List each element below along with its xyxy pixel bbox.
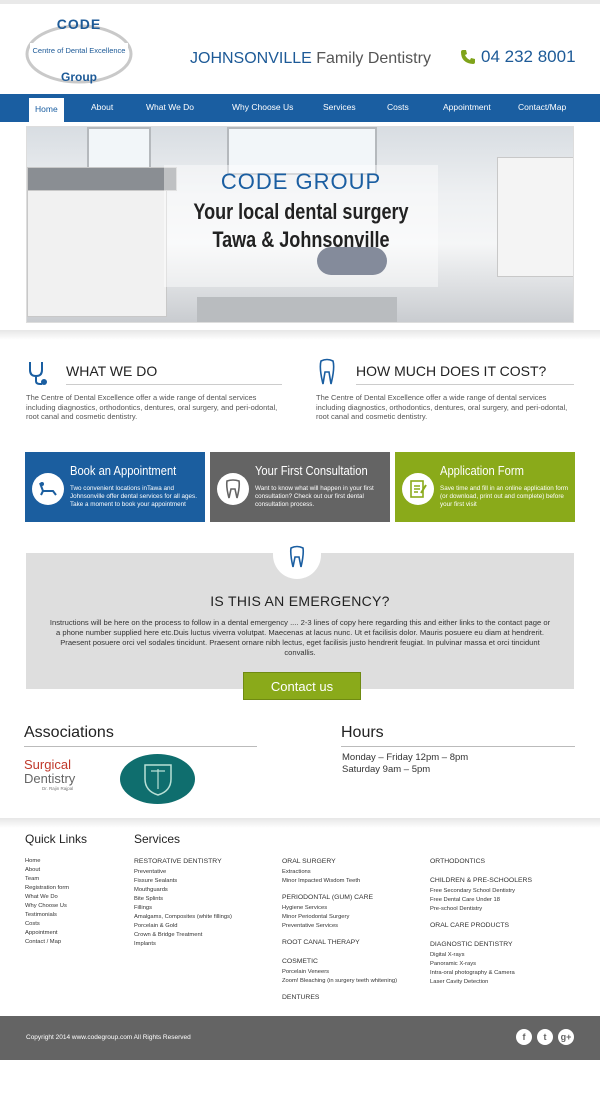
service-link[interactable]: Implants [134, 941, 156, 947]
service-link[interactable]: Fillings [134, 905, 153, 911]
box-title: Application Form [440, 463, 524, 478]
quick-link-team[interactable]: Team [25, 876, 40, 882]
service-heading[interactable]: DIAGNOSTIC DENTISTRY [430, 941, 513, 948]
box-title: Your First Consultation [255, 463, 368, 478]
services-title: Services [134, 832, 181, 846]
quick-link-about[interactable]: About [25, 867, 41, 873]
phone-number-text: 04 232 8001 [481, 47, 576, 66]
service-heading[interactable]: RESTORATIVE DENTISTRY [134, 858, 222, 865]
nav-about[interactable]: About [91, 102, 114, 112]
service-link[interactable]: Extractions [282, 869, 311, 875]
site-header [0, 0, 600, 94]
service-link[interactable]: Minor Periodontal Surgery [282, 914, 350, 920]
service-link[interactable]: Mouthguards [134, 887, 168, 893]
service-link[interactable]: Pre-school Dentistry [430, 906, 483, 912]
hero-banner [26, 126, 574, 323]
quick-link-registration-form[interactable]: Registration form [25, 885, 70, 891]
service-link[interactable]: Hygiene Services [282, 905, 328, 911]
what-we-do-title: WHAT WE DO [66, 363, 158, 379]
service-heading[interactable]: DENTURES [282, 994, 320, 1001]
hours-weekday: Monday – Friday 12pm – 8pm [342, 752, 469, 763]
service-heading[interactable]: ORAL CARE PRODUCTS [430, 922, 510, 929]
box-text: Want to know what will happen in your first consultation? Check out our first dental consultation process. [255, 485, 374, 508]
logo-bottom-text: Group [61, 70, 97, 84]
nav-why-choose-us[interactable]: Why Choose Us [232, 102, 294, 112]
surgical-logo-sub: Dr. Rajin Rajpal [42, 786, 74, 791]
quick-link-home[interactable]: Home [25, 858, 41, 864]
service-link[interactable]: Preventative Services [282, 923, 339, 929]
service-link[interactable]: Zoom! Bleaching (in surgery teeth whitening) [282, 978, 398, 984]
box-title: Book an Appointment [70, 463, 177, 478]
nav-costs[interactable]: Costs [387, 102, 409, 112]
phone-icon [460, 49, 476, 65]
service-link[interactable]: Minor Impacted Wisdom Teeth [282, 878, 361, 884]
opening-hours [342, 752, 468, 776]
quick-link-testimonials[interactable]: Testimonials [25, 912, 57, 918]
service-link[interactable]: Intra-oral photography & Camera [430, 970, 515, 976]
service-link[interactable]: Bite Splints [134, 896, 163, 902]
tooth-outline-icon [318, 358, 336, 386]
contact-us-button[interactable]: Contact us [243, 672, 361, 700]
quick-link-appointment[interactable]: Appointment [25, 930, 58, 936]
form-icon [402, 473, 434, 505]
quick-link-contact-map[interactable]: Contact / Map [25, 939, 62, 945]
service-heading[interactable]: PERIODONTAL (GUM) CARE [282, 894, 374, 901]
nav-appointment[interactable]: Appointment [443, 102, 491, 112]
service-link[interactable]: Crown & Bridge Treatment [134, 932, 203, 938]
what-we-do-text: The Centre of Dental Excellence offer a wide range of dental services including diagnostics, orthodontics, dentures, oral surgery, and peri-odontal, root canal and cosmetic dentistry. [26, 393, 278, 421]
box-text: Save time and fill in an online application form (or download, print out and complete) before your first visit [440, 485, 569, 508]
facebook-icon[interactable]: f [516, 1029, 532, 1045]
phone-number[interactable] [460, 47, 576, 67]
hero-brand: CODE GROUP [220, 169, 382, 194]
service-heading[interactable]: CHILDREN & PRE-SCHOOLERS [430, 877, 532, 884]
service-heading[interactable]: COSMETIC [282, 958, 318, 965]
box-text: Two convenient locations inTawa and Johnsonville offer dental services for all ages. Take a moment to book your appointment [70, 485, 197, 508]
service-link[interactable]: Laser Cavity Detection [430, 979, 489, 985]
dental-chair-icon [32, 473, 64, 505]
service-heading[interactable]: ORAL SURGERY [282, 858, 336, 865]
surgical-logo-line1: Surgical [24, 757, 71, 772]
service-link[interactable]: Free Secondary School Dentistry [430, 888, 516, 894]
quick-link-what-we-do[interactable]: What We Do [25, 894, 58, 900]
nav-contact-map[interactable]: Contact/Map [518, 102, 567, 112]
stethoscope-icon [26, 360, 48, 386]
twitter-icon[interactable]: t [537, 1029, 553, 1045]
service-link[interactable]: Porcelain Veneers [282, 969, 330, 975]
associations-title: Associations [24, 724, 114, 741]
tooth-icon [289, 545, 305, 569]
google-plus-icon[interactable]: g+ [558, 1029, 574, 1045]
first-consultation-box[interactable] [210, 452, 390, 522]
service-link[interactable]: Panoramic X-rays [430, 961, 477, 967]
hours-title: Hours [341, 724, 384, 741]
nav-services[interactable]: Services [323, 102, 356, 112]
service-link[interactable]: Free Dental Care Under 18 [430, 897, 500, 903]
logo-top-text: CODE [56, 16, 102, 32]
surgical-dentistry-logo[interactable] [24, 758, 75, 791]
service-heading[interactable]: ROOT CANAL THERAPY [282, 939, 360, 946]
main-nav [0, 94, 600, 122]
hours-saturday: Saturday 9am – 5pm [342, 764, 431, 775]
service-heading[interactable]: ORTHODONTICS [430, 858, 486, 865]
quick-link-costs[interactable]: Costs [25, 921, 40, 927]
service-link[interactable]: Amalgams, Composites (white fillings) [134, 914, 232, 920]
logo-middle-text: Centre of Dental Excellence [32, 46, 126, 55]
nav-what-we-do[interactable]: What We Do [146, 102, 195, 112]
site-title [190, 50, 431, 68]
emergency-text: Instructions will be here on the process to follow in a dental emergency .... 2-3 lines of copy here regarding this and either links to the contact page or a phone number supplied here etc.Duis luctus viverra volutpat. Maecenas at lacus nunc. Ut et facilisis dolor. Mauris posuere eu diam at hendrerit. Praesent posuere orci vel sodales tincidunt. Praesent ornare nibh lectus, eget facilisis justo hendrerit feugiat. In pulvinar massa et orci tincidunt convallis. [49, 618, 551, 657]
hero-headline-2: Tawa & Johnsonville [212, 227, 390, 252]
tooth-icon [217, 473, 249, 505]
service-link[interactable]: Fissure Sealants [134, 878, 178, 884]
cost-text: The Centre of Dental Excellence offer a wide range of dental services including diagnostics, orthodontics, dentures, oral surgery, and peri-odontal, root canal and cosmetic dentistry. [316, 393, 568, 421]
association-crest-logo[interactable] [120, 754, 195, 804]
site-title-suffix: Family Dentistry [311, 50, 431, 67]
copyright-text: Copyright 2014 www.codegroup.com All Rights Reserved [26, 1034, 191, 1041]
surgical-logo-line2: Dentistry [24, 771, 76, 786]
code-group-logo[interactable] [22, 16, 136, 88]
book-appointment-box[interactable] [25, 452, 205, 522]
quick-link-why-choose-us[interactable]: Why Choose Us [25, 903, 67, 909]
site-title-location: JOHNSONVILLE [190, 50, 312, 67]
hero-headline-1: Your local dental surgery [193, 199, 409, 224]
quick-links-title: Quick Links [25, 832, 88, 846]
emergency-title: IS THIS AN EMERGENCY? [210, 593, 390, 609]
nav-home[interactable]: Home [29, 98, 64, 122]
service-link[interactable]: Preventative [134, 869, 167, 875]
service-link[interactable]: Porcelain & Gold [134, 923, 178, 929]
service-link[interactable]: Digital X-rays [430, 952, 465, 958]
application-form-box[interactable] [395, 452, 575, 522]
cost-title: HOW MUCH DOES IT COST? [356, 363, 547, 379]
